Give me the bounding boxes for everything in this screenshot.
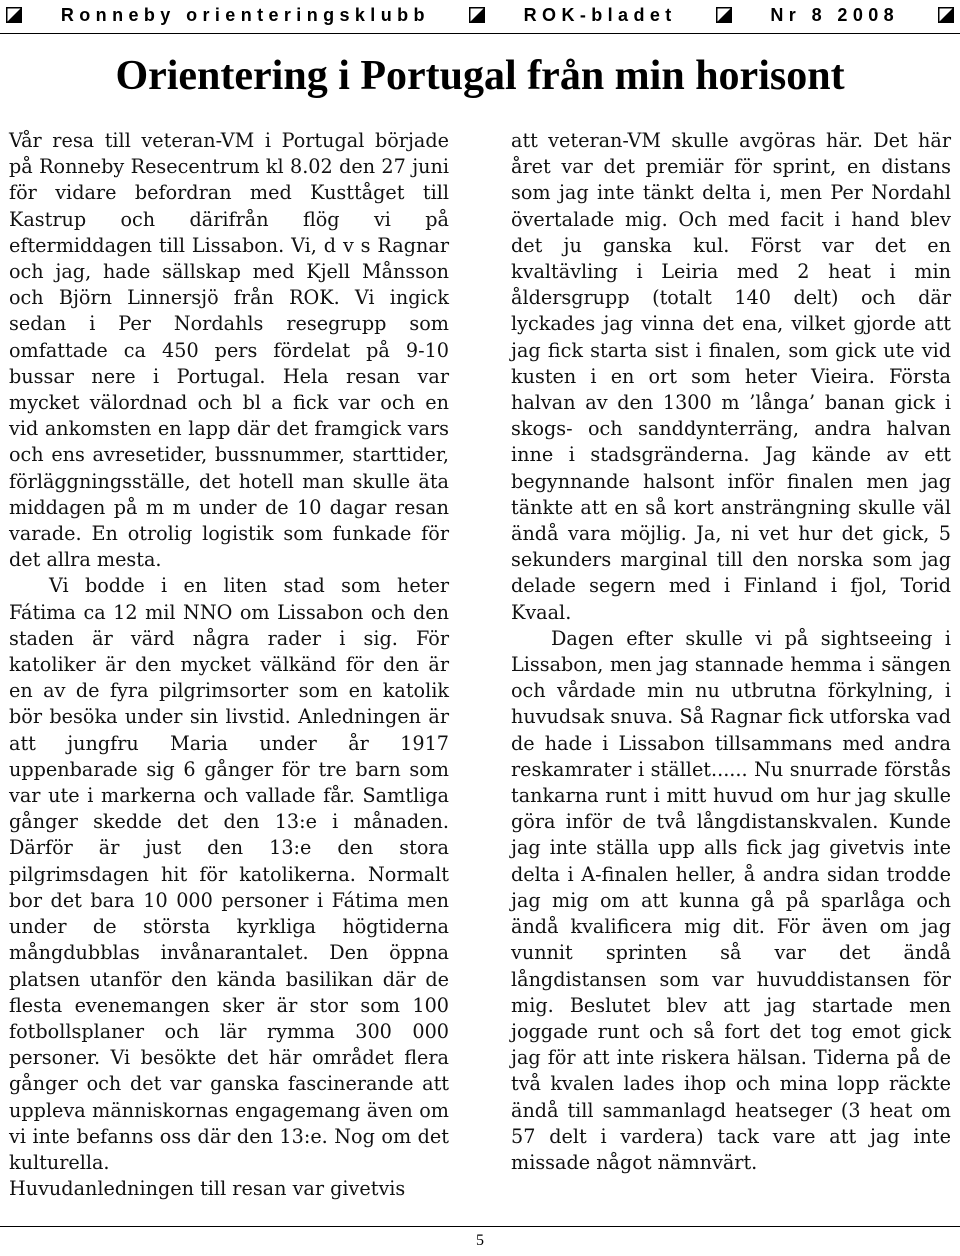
paragraph: Vi bodde i en liten stad som heter Fátima ca 12 mil NNO om Lissabon och den staden är värd några rader i sig. För katoliker är den mycket välkänd för den är en av de fyra pilgrimsorter som en katolik bör besöka under sin livstid. Anledningen är att jungfru Maria under år 1917 uppenbarade sig 6 gånger för tre barn som var ute i markerna och vallade får. Samtliga gånger skedde det den 13:e i månaden. Därför är just den 13:e den stora pilgrimsdagen hit för katolikerna. Normalt bor det bara 10 000 personer i Fátima men under de största kyrkliga högtiderna mångdubblas invånarantalet. Den öppna platsen utanför den kända basilikan där de flesta evenemangen sker är stor som 100 fotbollsplaner och lär rymma 300 000 personer. Vi besökte det här området flera gånger och det var ganska fascinerande att uppleva människornas engagemang även om vi inte befanns oss där den 13:e. Nog om det kulturella.	[9, 574, 449, 1174]
article-title: Orientering i Portugal från min horisont	[115, 53, 845, 99]
club-name: Ronneby orienteringsklubb	[60, 4, 430, 25]
diagonal-square-icon	[469, 7, 485, 23]
paragraph: att veteran-VM skulle avgöras här. Det här året var det premiär för sprint, en distans som jag inte tänkt delta i, men Per Nordahl övertalade mig. Och med facit i hand blev det ju ganska kul. Först var det en kvaltävling i Leiria med 2 heat i min åldersgrupp (totalt 140 delt) och där lyckades jag vinna det ena, vilket gjorde att jag fick starta sist i finalen, som gick ute vid kusten i en ort som heter Vieira. Första halvan av den 1300 m ’långa’ banan gick i skogs- och sanddynterräng, andra halvan inne i stadsgränderna. Jag kände av ett begynnande halsont inför finalen men jag tänkte att en så kort ansträngning skulle väl ändå vara möjlig. Ja, ni vet hur det gick, 5 sekunders marginal till den norska som jag delade segern med i Finland i fjol, Torid Kvaal.	[511, 129, 951, 624]
running-header	[0, 0, 960, 30]
issue-number: Nr 8 2008	[770, 4, 900, 25]
paragraph: Huvudanledningen till resan var givetvis	[9, 1177, 406, 1201]
footer-divider	[0, 1226, 960, 1227]
publication-name: ROK-bladet	[523, 4, 677, 25]
paragraph: Dagen efter skulle vi på sightseeing i Lissabon, men jag stannade hemma i sängen och vårdade min nu utbrutna förkylning, i huvudsak snuva. Så Ragnar fick utforska vad de hade i Lissabon tillsammans med andra reskamrater i stället...... Nu snurrade förstås tankarna runt i mitt huvud om hur jag skulle göra inför de två långdistanskvalen. Kunde jag inte ställa upp alls fick jag givetvis inte delta i A-finalen heller, å andra sidan trodde jag mig om att kunna gå på sparlåga och ändå kvalificera mig dit. För även om jag vunnit sprinten så var det ändå långdistansen som var huvuddistansen för mig. Beslutet blev att jag startade men joggade runt och så fort det tog emot gick jag för att inte riskera hälsan. Tiderna på de två kvalen lades ihop och mina lopp räckte ändå till sammanlagd heatseger (3 heat om 57 delt i vardera) tack vare att jag inte missade något nämnvärt.	[511, 626, 951, 1174]
paragraph: Vår resa till veteran-VM i Portugal började på Ronneby Resecentrum kl 8.02 den 27 juni för vidare befordran med Kusttåget till Kastrup och därifrån flög vi på eftermiddagen till Lissabon. Vi, d v s Ragnar och jag, hade sällskap med Kjell Månsson och Björn Linnersjö från ROK. Vi ingick sedan i Per Nordahls resegrupp som omfattade ca 450 pers fördelat på 9-10 bussar nere i Portugal. Hela resan var mycket välordnad och bl a fick var och en vid ankomsten en lapp där det framgick vars och ens avresetider, bussnummer, starttider, förläggningsställe, det hotell man skulle äta middagen på m m under de 10 dagar resan varade. En otrolig logistik som funkade för det allra mesta.	[9, 129, 449, 572]
diagonal-square-icon	[6, 7, 22, 23]
diagonal-square-icon	[938, 7, 954, 23]
right-column	[511, 128, 951, 1176]
page-number: 5	[476, 1232, 484, 1249]
header-divider	[0, 33, 960, 34]
left-column	[9, 128, 449, 1202]
diagonal-square-icon	[716, 7, 732, 23]
